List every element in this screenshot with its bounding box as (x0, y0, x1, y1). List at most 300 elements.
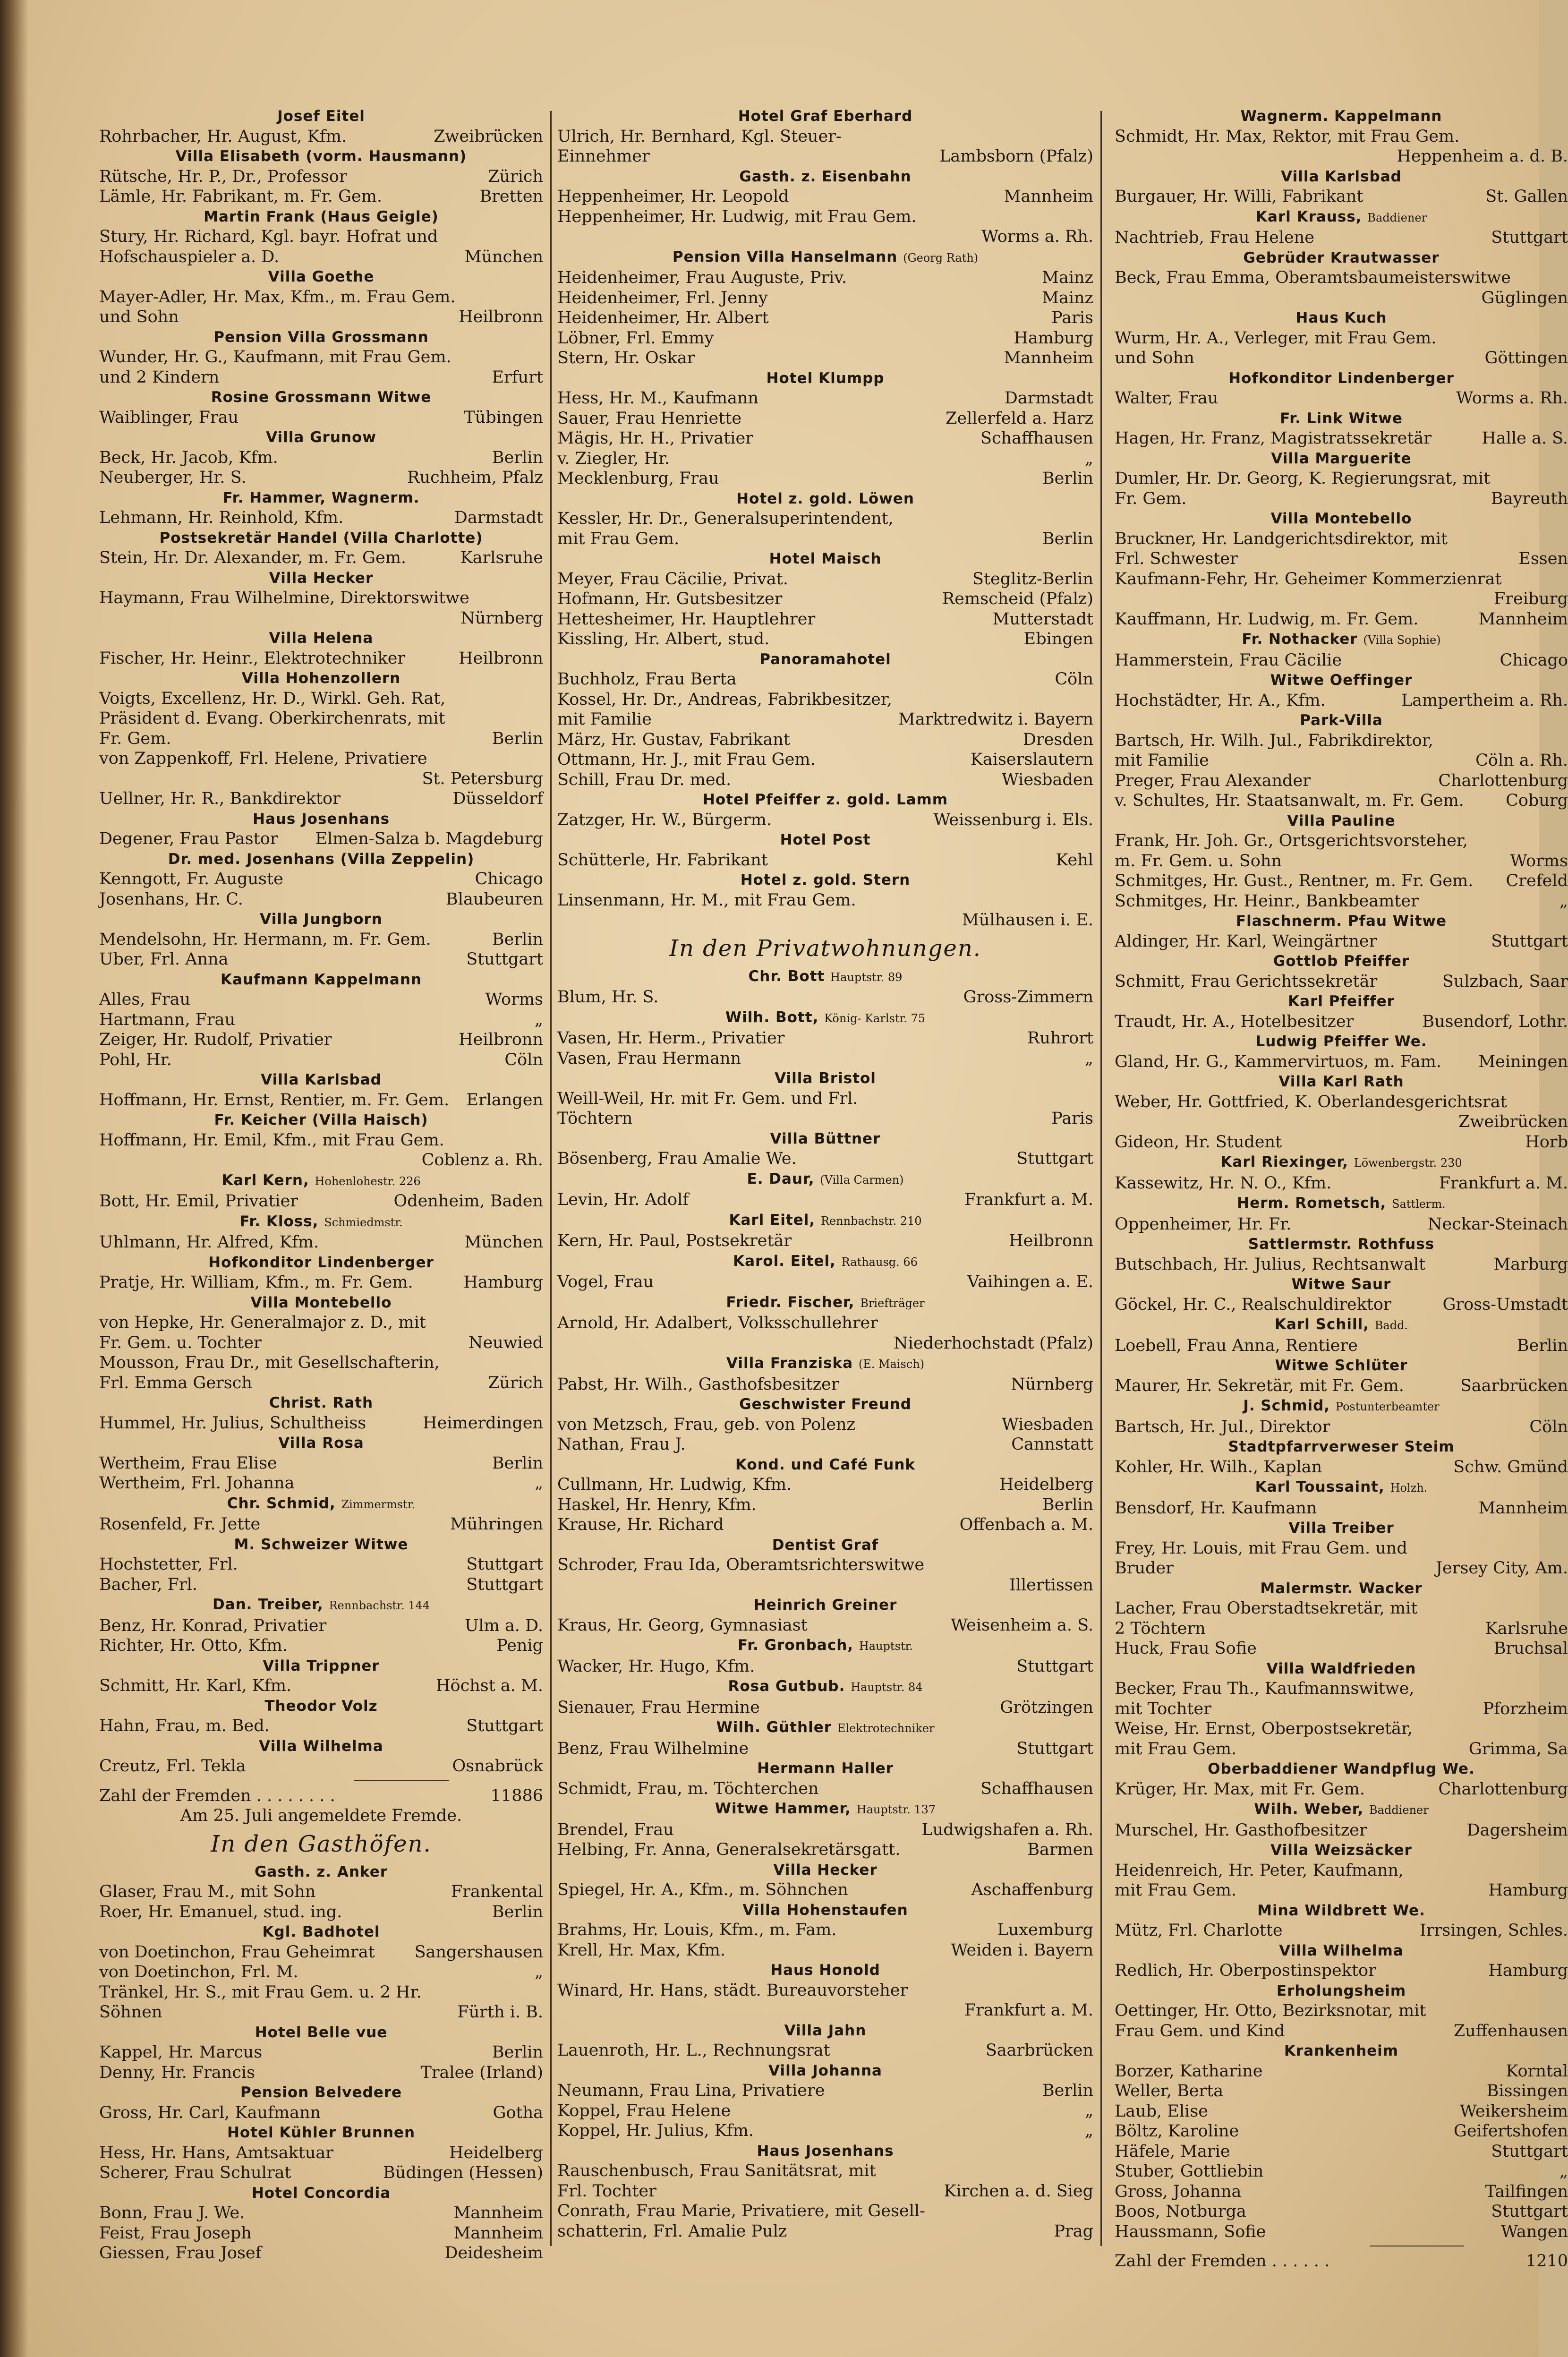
guest-entry (99, 307, 543, 327)
guest-hometown: Ulm a. D. (464, 1616, 543, 1635)
guest-name: Häfele, Marie (1115, 2142, 1230, 2161)
guest-name: Bartsch, Hr. Jul., Direktor (1115, 1417, 1330, 1436)
guest-entry (1115, 1699, 1568, 1719)
guest-name: Hummel, Hr. Julius, Schultheiss (99, 1413, 366, 1433)
guest-hometown: Berlin (492, 1902, 543, 1921)
lodging-heading (557, 1535, 1093, 1555)
lodging-heading (1115, 1840, 1568, 1861)
guest-entry (557, 1272, 1093, 1292)
guest-hometown: Barmen (1027, 1840, 1093, 1859)
lodging-name: Josef Eitel (277, 108, 365, 125)
lodging-name: Karl Eitel, (729, 1211, 816, 1229)
lodging-heading (557, 1759, 1093, 1779)
guest-entry (99, 227, 543, 247)
guest-entry (557, 328, 1093, 349)
guest-name: Kenngott, Fr. Auguste (99, 870, 283, 888)
guest-entry (557, 1880, 1093, 1900)
guest-name: Lehmann, Hr. Reinhold, Kfm. (99, 508, 344, 527)
lodging-heading (557, 1129, 1093, 1149)
guest-name: von Hepke, Hr. Generalmajor z. D., mit (99, 1313, 426, 1332)
guest-name: Hettesheimer, Hr. Hauptlehrer (557, 609, 816, 629)
guest-total (99, 1786, 543, 1806)
lodging-heading (99, 267, 543, 287)
guest-hometown: Charlottenburg (1438, 771, 1568, 790)
lodging-name: Hotel Concordia (251, 2184, 391, 2202)
guest-entry (1115, 1558, 1568, 1579)
guest-entry (99, 769, 543, 789)
guest-name: Bösenberg, Frau Amalie We. (557, 1149, 797, 1168)
guest-name: Bensdorf, Hr. Kaufmann (1115, 1498, 1317, 1518)
guest-name: Söhnen (99, 2003, 162, 2022)
guest-entry (557, 207, 1093, 227)
lodging-heading (557, 1353, 1093, 1375)
lodging-subtitle: Holzh. (1390, 1481, 1428, 1494)
guest-name: Koppel, Hr. Julius, Kfm. (557, 2121, 754, 2140)
guest-entry (557, 1940, 1093, 1961)
guest-name: Aldinger, Hr. Karl, Weingärtner (1115, 931, 1377, 951)
guest-entry (99, 1150, 543, 1170)
lodging-name: Mina Wildbrett We. (1257, 1902, 1425, 1919)
guest-entry (99, 548, 543, 568)
lodging-heading (99, 488, 543, 508)
guest-hometown: Gross-Umstadt (1442, 1295, 1568, 1314)
lodging-heading (557, 167, 1093, 187)
guest-entry (557, 1190, 1093, 1210)
lodging-name: Villa Hecker (269, 569, 374, 587)
guest-hometown: Erfurt (492, 367, 543, 387)
lodging-subtitle: Baddiener (1369, 1803, 1429, 1817)
guest-name: Uber, Frl. Anna (99, 950, 229, 969)
guest-entry (99, 2223, 543, 2244)
guest-hometown: Aschaffenburg (971, 1880, 1093, 1899)
lodging-subtitle: Zimmermstr. (341, 1497, 416, 1511)
guest-entry (99, 468, 543, 488)
guest-entry (557, 268, 1093, 288)
guest-name: Gross, Hr. Carl, Kaufmann (99, 2103, 321, 2122)
guest-hometown: Cannstatt (1011, 1435, 1093, 1454)
lodging-heading (99, 809, 543, 829)
lodging-name: Villa Montebello (1270, 510, 1412, 527)
lodging-heading (99, 568, 543, 589)
guest-name: Krause, Hr. Richard (557, 1515, 724, 1534)
lodging-heading (557, 247, 1093, 268)
lodging-heading (1115, 1072, 1568, 1092)
guest-name: Walter, Frau (1115, 389, 1219, 408)
lodging-name: Wagnerm. Kappelmann (1240, 108, 1442, 125)
guest-hometown: Zuffenhausen (1453, 2021, 1568, 2041)
lodging-heading (1115, 951, 1568, 972)
guest-hometown: Penig (496, 1636, 543, 1655)
guest-entry (557, 910, 1093, 931)
guest-entry (99, 1353, 543, 1373)
guest-entry (99, 1902, 543, 1922)
guest-hometown: Paris (1051, 308, 1093, 327)
lodging-name: Heinrich Greiner (753, 1597, 897, 1614)
lodging-heading (1115, 1941, 1568, 1961)
guest-hometown: Zweibrücken (1458, 1112, 1568, 1131)
lodging-heading (99, 1393, 543, 1413)
guest-entry (1115, 751, 1568, 771)
guest-hometown: Lampertheim a. Rh. (1401, 691, 1568, 710)
guest-name: Pohl, Hr. (99, 1050, 172, 1069)
guest-entry (99, 187, 543, 207)
guest-hometown: München (464, 247, 543, 266)
lodging-name: Villa Grunow (266, 429, 376, 446)
guest-entry (99, 347, 543, 367)
guest-entry (557, 1049, 1093, 1069)
guest-hometown: Stuttgart (466, 1575, 543, 1594)
lodging-name: Karl Schill, (1274, 1316, 1369, 1333)
guest-hometown: Frankental (451, 1882, 543, 1901)
guest-name: Mecklenburg, Frau (557, 469, 719, 488)
lodging-name: Krankenheim (1284, 2042, 1399, 2059)
guest-entry (99, 1413, 543, 1434)
lodging-name: Fr. Kloss, (239, 1213, 319, 1230)
lodging-name: Villa Helena (269, 630, 374, 647)
lodging-subtitle: Briefträger (860, 1296, 925, 1310)
lodging-name: Witwe Hammer, (715, 1800, 851, 1817)
lodging-heading (99, 1535, 543, 1555)
guest-entry (557, 1920, 1093, 1940)
lodging-name: Karl Kern, (222, 1171, 309, 1189)
guest-entry (99, 709, 543, 729)
guest-hometown: Güglingen (1481, 288, 1568, 307)
guest-name: Burgauer, Hr. Willi, Fabrikant (1115, 187, 1363, 206)
lodging-heading (1115, 710, 1568, 731)
lodging-subtitle: Baddiener (1367, 211, 1427, 224)
lodging-heading (99, 1433, 543, 1453)
guest-entry (1115, 791, 1568, 811)
lodging-name: Hofkonditor Lindenberger (208, 1254, 434, 1271)
guest-entry (99, 367, 543, 388)
guest-hometown: Stuttgart (466, 950, 543, 969)
lodging-heading (1115, 1759, 1568, 1779)
guest-name: Pabst, Hr. Wilh., Gasthofsbesitzer (557, 1375, 839, 1394)
guest-name: Voigts, Excellenz, Hr. D., Wirkl. Geh. Rat, (99, 689, 446, 708)
guest-entry (557, 2121, 1093, 2141)
lodging-heading (557, 1394, 1093, 1415)
guest-name: Buchholz, Frau Berta (557, 670, 737, 689)
guest-entry (99, 749, 543, 769)
lodging-heading (1115, 1356, 1568, 1376)
lodging-name: Villa Wilhelma (259, 1737, 383, 1755)
lodging-heading (99, 2183, 543, 2203)
guest-hometown: Höchst a. M. (436, 1676, 543, 1695)
lodging-heading (99, 207, 543, 227)
guest-hometown: Darmstadt (454, 508, 543, 527)
guest-hometown: Irrsingen, Schles. (1419, 1921, 1568, 1940)
guest-hometown: Heilbronn (459, 307, 543, 326)
guest-entry (99, 949, 543, 970)
guest-name: mit Frau Gem. (1115, 1739, 1237, 1759)
guest-name: Fr. Gem. u. Tochter (99, 1333, 262, 1352)
guest-entry (557, 1375, 1093, 1395)
guest-entry (557, 669, 1093, 690)
guest-name: Becker, Frau Th., Kaufmannswitwe, (1115, 1679, 1415, 1698)
lodging-heading (99, 1595, 543, 1616)
guest-name: Rosenfeld, Fr. Jette (99, 1515, 261, 1534)
guest-entry (557, 629, 1093, 649)
lodging-name: Panoramahotel (759, 650, 891, 668)
lodging-name: Hotel z. gold. Stern (740, 871, 911, 888)
guest-entry (1115, 549, 1568, 569)
guest-hometown: Wangen (1501, 2222, 1568, 2241)
guest-entry (557, 569, 1093, 589)
guest-name: Heppenheimer, Hr. Leopold (557, 187, 789, 206)
guest-name: Vogel, Frau (557, 1272, 654, 1291)
guest-hometown: St. Gallen (1485, 187, 1568, 206)
lodging-subtitle: (Villa Carmen) (820, 1173, 904, 1187)
guest-name: v. Ziegler, Hr. (557, 449, 670, 468)
guest-name: Mousson, Frau Dr., mit Gesellschafterin, (99, 1353, 440, 1372)
lodging-heading (557, 966, 1093, 988)
guest-hometown: Worms (1510, 851, 1568, 871)
guest-hometown: Geifertshofen (1453, 2122, 1568, 2141)
lodging-heading (99, 528, 543, 548)
guest-hometown: „ (1084, 449, 1093, 468)
lodging-name: Villa Weizsäcker (1270, 1842, 1412, 1859)
guest-hometown: Prag (1054, 2221, 1093, 2241)
lodging-heading (99, 2023, 543, 2043)
guest-hometown: Halle a. S. (1482, 429, 1568, 448)
guest-hometown: Mannheim (453, 2203, 543, 2222)
guest-name: Oettinger, Hr. Otto, Bezirksnotar, mit (1115, 2001, 1426, 2020)
guest-hometown: Frankfurt a. M. (964, 1190, 1093, 1209)
guest-name: mit Frau Gem. (1115, 1881, 1237, 1900)
guest-entry (557, 1313, 1093, 1333)
lodging-name: Villa Rosa (278, 1435, 364, 1452)
guest-entry (557, 2101, 1093, 2121)
lodging-name: Villa Pauline (1287, 812, 1396, 829)
guest-entry (99, 2143, 543, 2163)
guest-hometown: Weiden i. Bayern (951, 1940, 1093, 1960)
guest-hometown: Luxemburg (997, 1921, 1093, 1939)
guest-name: Kohler, Hr. Wilh., Kaplan (1115, 1457, 1322, 1477)
lodging-heading (1115, 248, 1568, 268)
guest-hometown: Illertissen (1009, 1575, 1093, 1595)
guest-entry (1115, 146, 1568, 167)
guest-entry (99, 1453, 543, 1474)
guest-entry (99, 1514, 543, 1535)
guest-name: und Sohn (99, 307, 179, 326)
guest-hometown: 11886 (490, 1786, 543, 1805)
lodging-name: Kgl. Badhotel (262, 1923, 380, 1940)
lodging-name: Hotel Maisch (769, 550, 882, 567)
guest-name: Sienauer, Frau Hermine (557, 1698, 760, 1717)
guest-entry (1115, 2081, 1568, 2101)
date-note: Am 25. Juli angemeldete Fremde. (180, 1806, 462, 1825)
guest-entry (1115, 1052, 1568, 1072)
guest-hometown: Cöln a. Rh. (1475, 751, 1568, 770)
guest-hometown: Heimerdingen (423, 1413, 543, 1433)
guest-name: Frl. Tochter (557, 2181, 656, 2201)
guest-hometown: Gotha (493, 2103, 543, 2122)
guest-entry (1115, 1092, 1568, 1112)
guest-hometown: Marktredwitz i. Bayern (898, 710, 1093, 729)
guest-entry (1115, 609, 1568, 630)
guest-entry (99, 689, 543, 709)
guest-name: Rohrbacher, Hr. August, Kfm. (99, 127, 347, 146)
lodging-subtitle: Rathausg. 66 (841, 1255, 918, 1269)
lodging-name: Villa Waldfrieden (1266, 1660, 1416, 1677)
lodging-heading (99, 970, 543, 990)
guest-entry (557, 1333, 1093, 1354)
guest-hometown: Stuttgart (1491, 228, 1568, 247)
guest-name: Wacker, Hr. Hugo, Kfm. (557, 1657, 755, 1676)
guest-name: Lämle, Hr. Fabrikant, m. Fr. Gem. (99, 187, 382, 206)
lodging-name: Karl Riexinger, (1220, 1153, 1348, 1170)
column-1 (99, 106, 543, 2263)
guest-entry (99, 1130, 543, 1151)
lodging-name: Villa Goethe (268, 268, 375, 285)
guest-hometown: „ (1084, 2121, 1093, 2140)
lodging-heading (99, 146, 543, 167)
guest-entry (1115, 1639, 1568, 1659)
guest-entry (99, 789, 543, 809)
guest-name: Linsenmann, Hr. M., mit Frau Gem. (557, 890, 856, 910)
lodging-heading (1115, 1518, 1568, 1538)
guest-name: und 2 Kindern (99, 367, 220, 387)
guest-hometown: Heidelberg (449, 2143, 543, 2162)
lodging-heading (99, 1253, 543, 1273)
guest-entry (557, 1981, 1093, 2001)
guest-name: Vasen, Frau Hermann (557, 1049, 741, 1068)
lodging-heading (1115, 106, 1568, 127)
guest-name: Einnehmer (557, 147, 650, 166)
lodging-name: Malermstr. Wacker (1260, 1580, 1423, 1597)
guest-name: Weller, Berta (1115, 2082, 1224, 2101)
lodging-heading (1115, 2041, 1568, 2061)
guest-entry (1115, 1880, 1568, 1901)
guest-entry (1115, 1739, 1568, 1759)
guest-hometown: Coblenz a. Rh. (421, 1151, 543, 1170)
guest-entry (557, 1515, 1093, 1535)
lodging-name: Haus Kuch (1295, 309, 1387, 326)
guest-name: Schmitt, Hr. Karl, Kfm. (99, 1676, 292, 1695)
guest-hometown: „ (1084, 1049, 1093, 1068)
guest-hometown: Karlsruhe (1485, 1619, 1568, 1638)
guest-entry (557, 348, 1093, 368)
guest-name: Blum, Hr. S. (557, 988, 659, 1007)
lodging-name: Wilh. Bott, (725, 1008, 819, 1026)
lodging-name: Erholungsheim (1276, 1982, 1406, 1999)
guest-entry (99, 1090, 543, 1110)
guest-name: Fr. Gem. (99, 729, 171, 748)
guest-entry (557, 2181, 1093, 2202)
guest-entry (1115, 529, 1568, 549)
guest-hometown: „ (1084, 2101, 1093, 2120)
guest-entry (99, 1554, 543, 1575)
guest-name: Zahl der Fremden . . . . . . . . (99, 1786, 335, 1805)
lodging-name: Karl Pfeiffer (1288, 993, 1395, 1010)
guest-name: Scherer, Frau Schulrat (99, 2163, 291, 2182)
lodging-name: Hotel z. gold. Löwen (736, 490, 914, 507)
lodging-subtitle: Rennbachstr. 210 (820, 1214, 922, 1228)
guest-name: Kern, Hr. Paul, Postsekretär (557, 1231, 792, 1250)
guest-name: Neuberger, Hr. S. (99, 468, 247, 487)
guest-hometown: Stuttgart (1491, 931, 1568, 951)
guest-entry (99, 1191, 543, 1212)
lodging-heading (99, 628, 543, 649)
guest-name: Löbner, Frl. Emmy (557, 328, 714, 348)
lodging-name: Witwe Saur (1291, 1276, 1391, 1293)
guest-entry (99, 990, 543, 1010)
guest-entry (1115, 428, 1568, 449)
lodging-name: Villa Franziska (726, 1355, 853, 1372)
register-page (99, 106, 1568, 2271)
guest-entry (99, 608, 543, 629)
lodging-name: Villa Wilhelma (1279, 1942, 1404, 1959)
lodging-name: Fr. Gronbach, (738, 1637, 854, 1654)
lodging-heading (557, 1210, 1093, 1231)
guest-name: Frl. Emma Gersch (99, 1373, 252, 1392)
guest-entry (99, 508, 543, 528)
guest-entry (99, 127, 543, 147)
guest-name: Schütterle, Hr. Fabrikant (557, 850, 768, 870)
guest-entry (99, 1636, 543, 1656)
lodging-heading (1115, 1799, 1568, 1820)
guest-name: Arnold, Hr. Adalbert, Volksschullehrer (557, 1314, 878, 1332)
lodging-name: Witwe Oeffinger (1270, 672, 1413, 689)
lodging-name: Flaschnerm. Pfau Witwe (1236, 913, 1447, 930)
lodging-subtitle: Hauptstr. 137 (856, 1803, 936, 1816)
guest-entry (1115, 228, 1568, 248)
guest-hometown: Coburg (1506, 791, 1568, 810)
guest-hometown: Schw. Gmünd (1453, 1457, 1568, 1477)
guest-entry (99, 1010, 543, 1030)
guest-name: Mendelsohn, Hr. Hermann, m. Fr. Gem. (99, 930, 431, 949)
guest-name: mit Familie (1115, 751, 1209, 770)
guest-name: Hartmann, Frau (99, 1010, 235, 1029)
guest-entry (99, 869, 543, 889)
guest-entry (1115, 388, 1568, 409)
lodging-heading (557, 1292, 1093, 1314)
lodging-heading (557, 1900, 1093, 1921)
guest-name: von Metzsch, Frau, geb. von Polenz (557, 1415, 855, 1434)
guest-hometown: Düsseldorf (452, 789, 543, 808)
lodging-name: Kaufmann Kappelmann (221, 971, 422, 988)
guest-hometown: Odenheim, Baden (393, 1192, 543, 1211)
lodging-name: Friedr. Fischer, (726, 1293, 855, 1311)
guest-entry (1115, 1457, 1568, 1477)
guest-entry (1115, 1921, 1568, 1941)
guest-name: Wertheim, Frau Elise (99, 1453, 277, 1473)
guest-hometown: Meiningen (1478, 1052, 1568, 1071)
guest-entry (557, 987, 1093, 1008)
guest-hometown: Wiesbaden (1001, 770, 1093, 789)
lodging-heading (99, 1070, 543, 1090)
guest-entry (99, 1616, 543, 1636)
guest-entry (557, 1575, 1093, 1596)
guest-entry (1115, 931, 1568, 952)
guest-hometown: Ludwigshafen a. Rh. (921, 1820, 1093, 1839)
guest-name: Richter, Hr. Otto, Kfm. (99, 1636, 288, 1655)
guest-hometown: Wiesbaden (1001, 1415, 1093, 1434)
guest-name: Wertheim, Frl. Johanna (99, 1474, 295, 1493)
guest-entry (1115, 1719, 1568, 1739)
lodging-heading (1115, 409, 1568, 429)
guest-hometown: Mannheim (1004, 187, 1093, 206)
guest-entry (99, 1942, 543, 1963)
lodging-heading (557, 1676, 1093, 1698)
lodging-heading (1115, 368, 1568, 389)
lodging-name: Witwe Schlüter (1275, 1357, 1408, 1374)
guest-entry (99, 1473, 543, 1494)
guest-name: Krell, Hr. Max, Kfm. (557, 1940, 725, 1960)
guest-hometown: Nürnberg (1011, 1375, 1093, 1394)
guest-name: Weber, Hr. Gottfried, K. Oberlandesgerichtsrat (1115, 1092, 1507, 1111)
guest-hometown: Hamburg (463, 1273, 543, 1292)
